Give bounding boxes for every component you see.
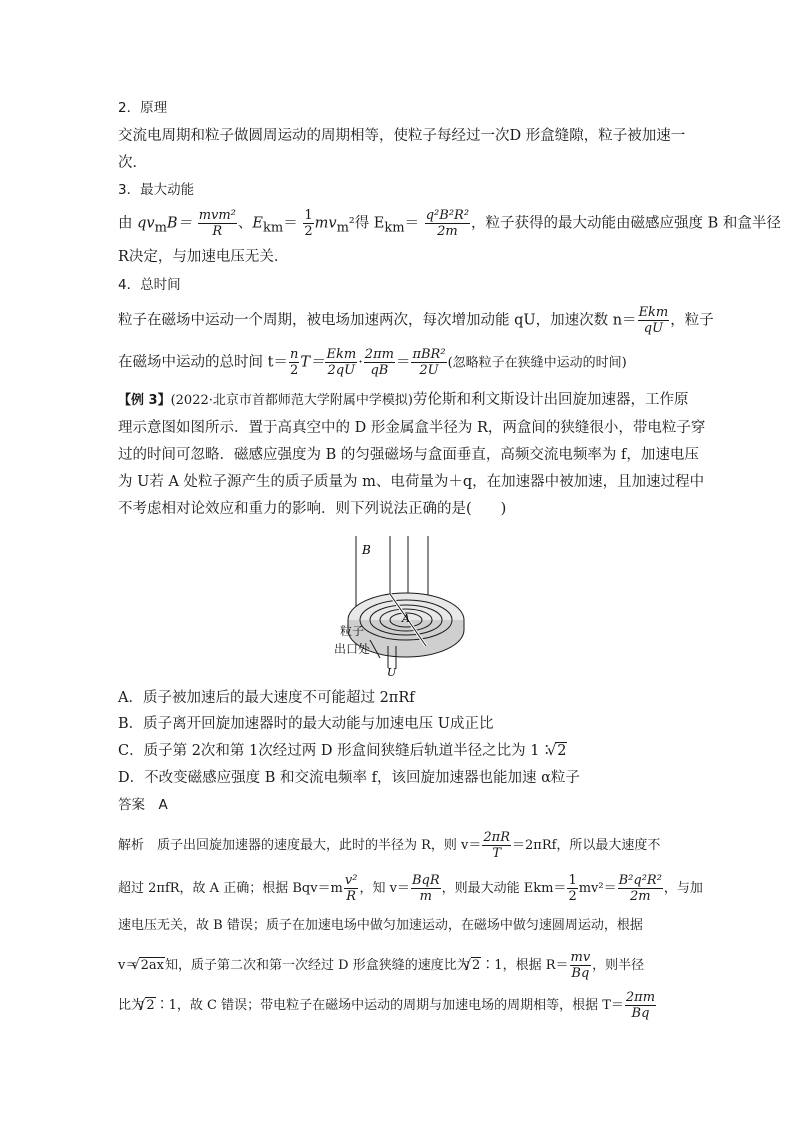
text: · [358,354,363,371]
numerator: 2πR [483,830,511,845]
text: C．质子第 2次和第 1次经过两 D 形盒间狭缝后轨道半径之比为 1∶ [118,743,554,759]
denominator: Bq [571,966,590,981]
fraction [638,305,670,336]
text: B＝ [166,215,193,232]
fraction [625,990,656,1021]
sqrt: √ 2 [555,742,567,759]
text: qv [137,215,155,232]
numerator: 2πm [364,347,394,362]
section-2-title: 2．原理 [118,100,168,116]
numerator: πBR² [412,347,446,362]
analysis-line1 [118,830,660,861]
sqrt: √ 2 [471,957,482,974]
text: m [154,220,167,236]
example-line4: 为 U若 A 处粒子源产生的质子质量为 m、电荷量为＋q，在加速器中被加速，且加速过程中 [118,474,705,490]
fraction [618,873,663,904]
text: 比为 [118,998,145,1013]
text: 、 [237,215,253,232]
fraction [289,347,299,378]
numerator: 1 [568,873,577,888]
numerator: mv [570,950,591,965]
text: v＝ [118,958,139,973]
numerator: Ekm [326,347,357,362]
text: ＝ [283,215,298,232]
label-A: A [402,612,410,625]
denominator: 2 [289,363,299,378]
text: 超过 2πfR，故 A 正确；根据 Bqv＝m [118,881,343,896]
text: m [336,220,349,236]
example-line3: 过的时间可忽略．磁感应强度为 B 的匀强磁场与盒面垂直，高频交流电频率为 f，加速电压 [118,447,699,463]
fraction [567,873,577,904]
section-4-line2 [118,347,627,378]
denominator: R [212,224,223,239]
text: 由 [118,215,138,232]
section-4-line1 [118,305,714,336]
text: mv²＝ [578,881,617,896]
label-B: B [362,543,371,557]
section-3-text-line2: R决定，与加速电压无关． [118,249,289,265]
denominator: Bq [631,1006,650,1021]
option-D: D．不改变磁感应强度 B 和交流电频率 f，该回旋加速器也能加速 α粒子 [118,770,580,786]
analysis-line5 [118,990,657,1021]
numerator: B²q²R² [618,873,662,888]
denominator: qB [370,363,389,378]
example-source: (2022·北京市首都师范大学附属中学模拟) [170,393,413,408]
numerator: q²B²R² [425,208,470,223]
text: 在磁场中运动的总时间 t＝ [118,354,288,371]
text: (忽略粒子在狭缝中运动的时间) [447,355,627,371]
denominator: 2 [304,224,313,239]
numerator: v² [344,873,358,888]
text: ，知 v＝ [359,881,410,896]
option-A: A．质子被加速后的最大速度不可能超过 2πRf [118,690,415,706]
section-4-title: 4．总时间 [118,277,181,293]
fraction [344,873,359,904]
text: E [252,215,263,232]
section-2-text-line2: 次． [118,155,147,171]
text: ∶1，故 C 错误；带电粒子在磁场中运动的周期与加速电场的周期相等，根据 T＝ [155,998,624,1013]
fraction [198,208,237,239]
text: 劳伦斯和利文斯设计出回旋加速器，工作原 [412,392,689,408]
text: ∶1，根据 R＝ [481,958,569,973]
text: 粒子在磁场中运动一个周期，被电场加速两次，每次增加动能 qU，加速次数 n＝ [118,312,637,329]
text: ＝2πRf，所以最大速度不 [512,838,661,853]
exit-label-1: 粒子 [340,624,365,638]
fraction [325,347,357,378]
section-3-title: 3．最大动能 [118,182,195,198]
denominator: 2qU [327,363,356,378]
text: ＝ [395,354,411,371]
denominator: R [346,889,357,904]
text: 知，质子第二次和第一次经过 D 形盒狭缝的速度比为 [165,958,470,973]
text: ，则最大动能 Ekm＝ [441,881,567,896]
text: 解析 质子出回旋加速器的速度最大，此时的半径为 R，则 v＝ [118,838,482,853]
text: mv [314,215,337,232]
denominator: 2m [629,889,651,904]
example-line2: 理示意图如图所示．置于高真空中的 D 形金属盒半径为 R，两盒间的狭缝很小，带电粒子穿 [118,420,706,436]
denominator: 2 [568,889,577,904]
fraction [303,208,313,239]
exit-label-2: 出口处 [334,642,371,656]
section-3-formula-line [118,208,781,239]
example-line1 [118,390,688,411]
text: T＝ [300,354,325,371]
fraction [570,950,592,981]
text: ，粒子获得的最大动能由磁感应强度 B 和盒半径 [471,215,781,232]
fraction [482,830,511,861]
text: ，粒子 [670,312,714,329]
analysis-line3: 速电压无关，故 B 错误；质子在加速电场中做匀加速运动，在磁场中做匀速圆周运动，根据 [118,918,643,933]
sqrt: √ 2 [145,997,156,1014]
text: ，则半径 [592,958,645,973]
option-B: B．质子离开回旋加速器时的最大动能与加速电压 U成正比 [118,716,494,732]
denominator: qU [643,321,664,336]
sqrt: √ 2ax [139,957,165,974]
denominator: 2U [419,363,439,378]
numerator: mvm² [198,208,236,223]
text: km [384,220,405,236]
text: ，与加 [663,881,703,896]
text: ²得 E [348,215,385,232]
analysis-line4 [118,950,644,981]
numerator: BqR [411,873,440,888]
fraction [364,347,395,378]
text: ＝ [404,215,420,232]
label-U: U [387,666,397,678]
answer: 答案 A [118,797,168,813]
fraction [411,347,446,378]
denominator: T [492,846,502,861]
fraction [425,208,470,239]
numerator: Ekm [638,305,669,320]
analysis-line2 [118,873,703,904]
fraction [411,873,441,904]
numerator: 2πm [625,990,656,1005]
example-tag: 【例 3】 [118,393,171,408]
section-2-text-line1: 交流电周期和粒子做圆周运动的周期相等，使粒子每经过一次D 形盒缝隙，粒子被加速一 [118,128,686,144]
denominator: 2m [437,224,458,239]
numerator: n [289,347,299,362]
numerator: 1 [304,208,313,223]
denominator: m [419,889,432,904]
example-line5: 不考虑相对论效应和重力的影响．则下列说法正确的是( ) [118,501,507,517]
option-C [118,741,567,761]
text: km [263,220,284,236]
